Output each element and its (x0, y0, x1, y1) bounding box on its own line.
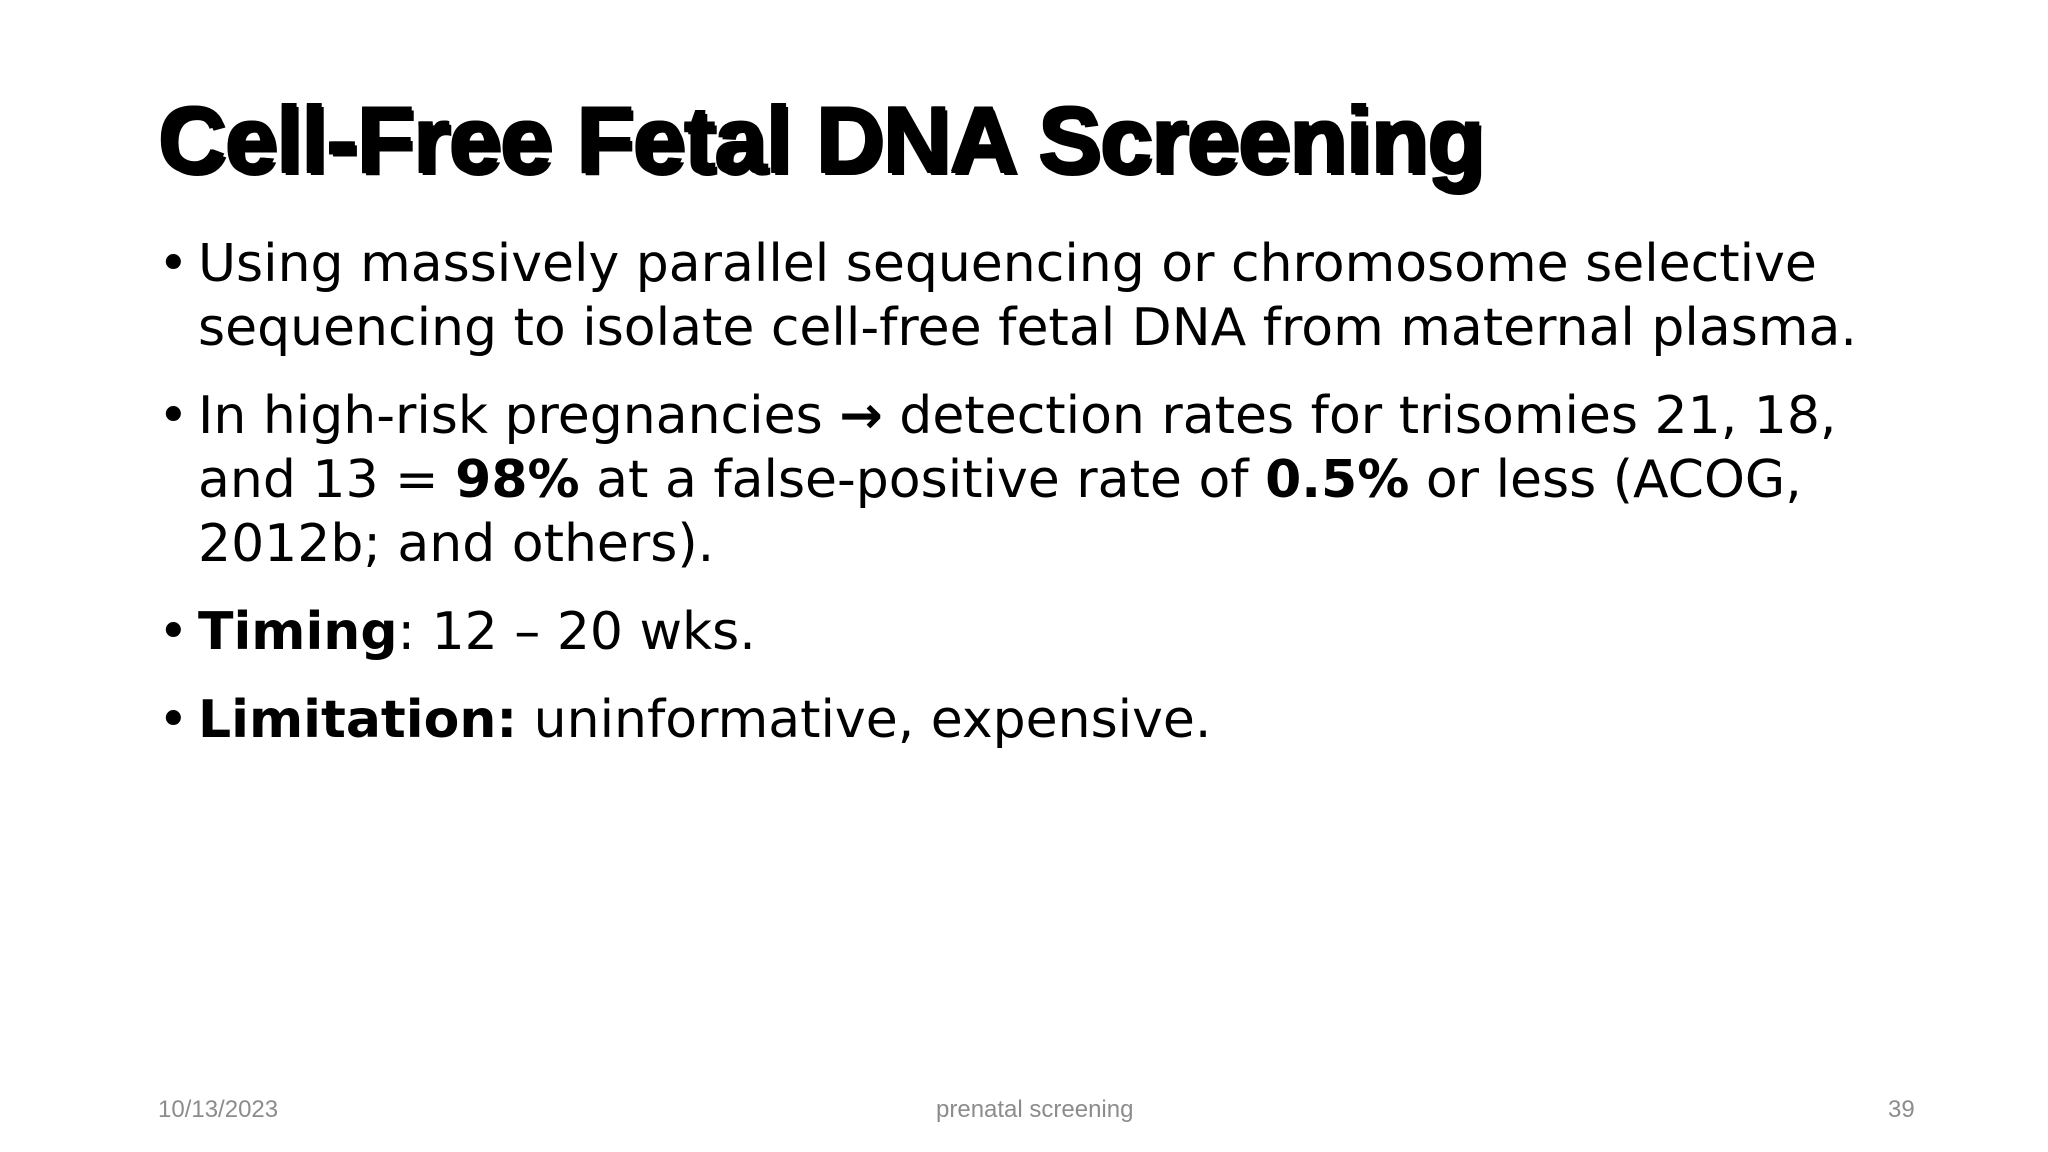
limitation-label: Limitation: (198, 690, 518, 750)
bullet-item (158, 232, 1918, 360)
bullet-dot: • (158, 690, 189, 750)
bullet-dot: • (158, 602, 189, 662)
arrow-right-icon: → (839, 386, 883, 446)
bullet-dot: • (158, 386, 189, 446)
bullet-text-mid: detection rates for trisomies 21, 18, and 13 = (198, 386, 1837, 510)
bullet-text-start: In high-risk pregnancies (198, 386, 840, 446)
detection-rate-value: 98% (455, 450, 580, 510)
bullet-item (158, 600, 1918, 664)
false-positive-rate-value: 0.5% (1265, 450, 1410, 510)
footer-title: prenatal screening (936, 1096, 1134, 1123)
slide-number: 39 (1888, 1096, 1915, 1123)
bullet-dot: • (158, 234, 189, 294)
bullet-list (158, 232, 1918, 776)
bullet-item (158, 688, 1918, 752)
bullet-text-end: or less (ACOG, 2012b; and others). (198, 450, 1802, 574)
limitation-value: uninformative, expensive. (517, 690, 1212, 750)
bullet-item (158, 384, 1918, 576)
timing-value: : 12 – 20 wks. (397, 602, 756, 662)
bullet-text-mid: at a false-positive rate of (579, 450, 1266, 510)
timing-label: Timing (198, 602, 398, 662)
slide-title: Cell-Free Fetal DNA Screening (158, 87, 1484, 192)
bullet-text: Using massively parallel sequencing or chromosome selective sequencing to isolate cell-free fetal DNA from maternal plasma. (198, 234, 1857, 358)
footer-date: 10/13/2023 (158, 1096, 279, 1123)
